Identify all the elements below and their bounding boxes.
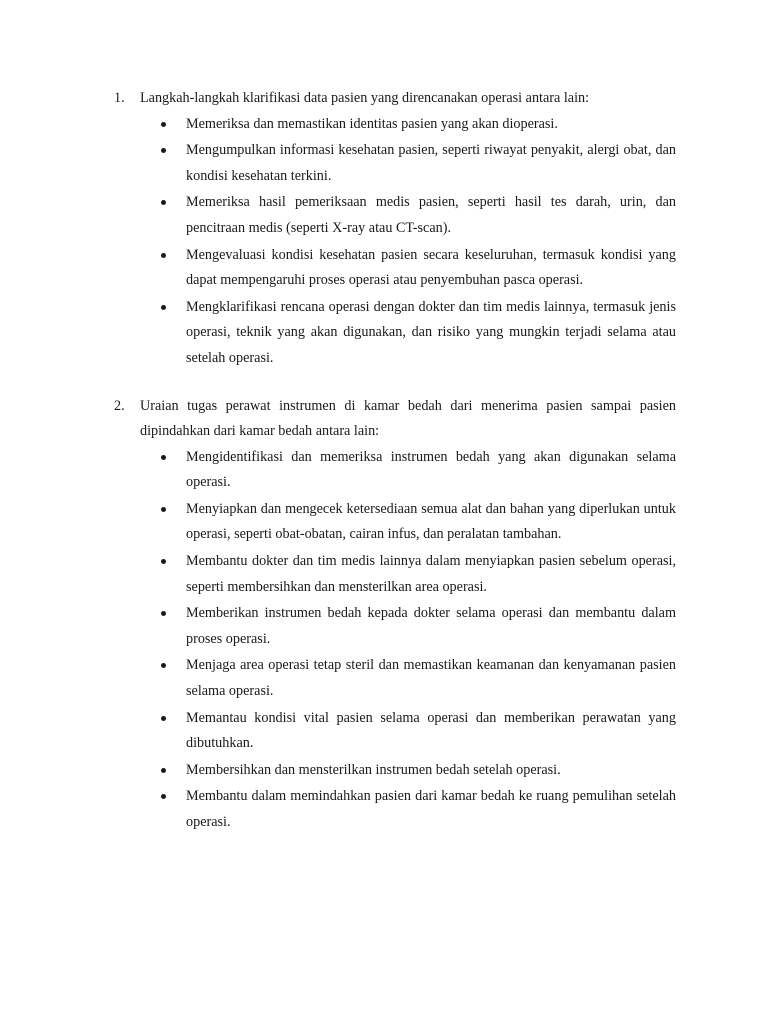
list-item-text: Membersihkan dan mensterilkan instrumen bedah setelah operasi.	[186, 761, 561, 778]
bullet-icon	[158, 784, 186, 809]
list-item	[158, 706, 676, 757]
section-1-header	[114, 86, 676, 111]
section-1	[114, 86, 676, 372]
list-item	[158, 497, 676, 548]
section-2	[114, 394, 676, 836]
list-item	[158, 758, 676, 784]
bullet-list	[158, 112, 676, 372]
list-item-text: Memeriksa hasil pemeriksaan medis pasien, seperti hasil tes darah, urin, dan pencitraan medis (seperti X-ray atau CT-scan).	[186, 194, 676, 236]
list-item	[158, 112, 676, 138]
bullet-icon	[158, 445, 186, 470]
section-heading: Langkah-langkah klarifikasi data pasien yang direncanakan operasi antara lain:	[140, 90, 590, 106]
list-item	[158, 138, 676, 189]
list-item-text: Menyiapkan dan mengecek ketersediaan semua alat dan bahan yang diperlukan untuk operasi, seperti obat-obatan, cairan infus, dan peralatan tambahan.	[186, 500, 676, 543]
list-item-text: Membantu dalam memindahkan pasien dari kamar bedah ke ruang pemulihan setelah operasi.	[186, 788, 676, 830]
list-item	[158, 295, 676, 372]
list-item-text: Mengevaluasi kondisi kesehatan pasien secara keseluruhan, termasuk kondisi yang dapat mempengaruhi proses operasi atau penyembuhan pasca operasi.	[186, 246, 676, 289]
bullet-icon	[158, 706, 186, 731]
section-number: 2.	[114, 398, 125, 414]
bullet-icon	[158, 295, 186, 320]
list-item-text: Membantu dokter dan tim medis lainnya dalam menyiapkan pasien sebelum operasi, seperti membersihkan dan mensterilkan area operasi.	[186, 552, 676, 595]
bullet-icon	[158, 758, 186, 783]
list-item-text: Memantau kondisi vital pasien selama operasi dan memberikan perawatan yang dibutuhkan.	[186, 709, 676, 752]
bullet-list	[158, 445, 676, 836]
list-item-text: Mengklarifikasi rencana operasi dengan dokter dan tim medis lainnya, termasuk jenis operasi, teknik yang akan digunakan, dan risiko yang mungkin terjadi selama atau setelah operasi.	[186, 298, 676, 366]
list-item-text: Menjaga area operasi tetap steril dan memastikan keamanan dan kenyamanan pasien selama operasi.	[186, 657, 676, 699]
bullet-icon	[158, 601, 186, 626]
bullet-icon	[158, 549, 186, 574]
list-item	[158, 784, 676, 835]
bullet-icon	[158, 112, 186, 137]
list-item	[158, 243, 676, 294]
list-item-text: Mengidentifikasi dan memeriksa instrumen bedah yang akan digunakan selama operasi.	[186, 448, 676, 491]
list-item	[158, 601, 676, 652]
list-item	[158, 549, 676, 600]
list-item	[158, 190, 676, 241]
list-item	[158, 653, 676, 704]
list-item-text: Memeriksa dan memastikan identitas pasien yang akan dioperasi.	[186, 115, 558, 132]
list-item-text: Memberikan instrumen bedah kepada dokter selama operasi dan membantu dalam proses operasi.	[186, 605, 676, 647]
section-2-header	[114, 394, 676, 444]
bullet-icon	[158, 497, 186, 522]
list-item	[158, 445, 676, 496]
bullet-icon	[158, 190, 186, 215]
bullet-icon	[158, 138, 186, 163]
section-heading: Uraian tugas perawat instrumen di kamar bedah dari menerima pasien sampai pasien dipindahkan dari kamar bedah antara lain:	[140, 398, 676, 439]
section-number: 1.	[114, 90, 125, 106]
bullet-icon	[158, 653, 186, 678]
list-item-text: Mengumpulkan informasi kesehatan pasien, seperti riwayat penyakit, alergi obat, dan kondisi kesehatan terkini.	[186, 142, 676, 184]
bullet-icon	[158, 243, 186, 268]
